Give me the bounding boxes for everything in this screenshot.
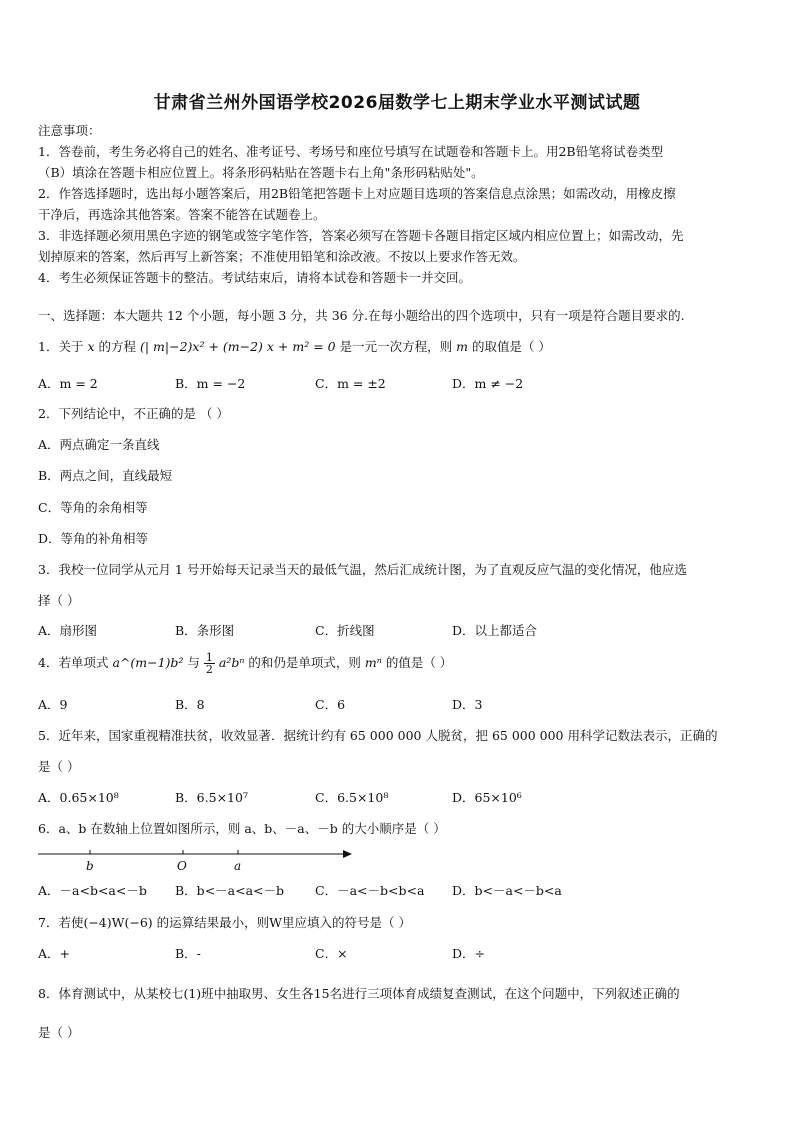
question-6 xyxy=(38,818,758,840)
q4-suffix: 的和仍是单项式，则 xyxy=(248,655,361,670)
label-b: b xyxy=(86,859,94,873)
q4-fraction xyxy=(204,652,215,675)
q8-stem-line1: 8．体育测试中，从某校七(1)班中抽取男、女生各15名进行三项体育成绩复查测试，在这个问题中，下列叙述正确的 xyxy=(38,986,680,1001)
notice-block xyxy=(38,120,758,288)
q4-frac-den: 2 xyxy=(205,663,213,676)
question-1 xyxy=(38,336,758,358)
q4-mid: 与 xyxy=(187,655,200,670)
q2-option-b[interactable]: B．两点之间，直线最短 xyxy=(38,468,173,483)
option-a[interactable]: A．m = 2 xyxy=(38,376,98,391)
option-a[interactable]: A．9 xyxy=(38,697,68,712)
question-7 xyxy=(38,912,758,934)
notice-line: （B）填涂在答题卡相应位置上。将条形码粘贴在答题卡右上角"条形码粘贴处"。 xyxy=(38,165,484,180)
q2-option-d[interactable]: D．等角的补角相等 xyxy=(38,531,149,546)
q3-stem-line2: 择（ ） xyxy=(38,593,80,608)
option-a[interactable]: A．+ xyxy=(38,946,71,961)
notice-line: 划掉原来的答案，然后再写上新答案；不准使用铅笔和涂改液。不按以上要求作答无效。 xyxy=(38,249,526,264)
q1-mid: 的方程 xyxy=(98,339,136,354)
q1-var2: m xyxy=(456,339,468,354)
q4-end: 的值是（ ） xyxy=(385,655,453,670)
q7-options xyxy=(38,944,758,966)
option-c[interactable]: C．折线图 xyxy=(315,623,375,638)
q4-frac-num: 1 xyxy=(205,651,213,664)
q6-stem: 6．a、b 在数轴上位置如图所示，则 a、b、－a、－b 的大小顺序是（ ） xyxy=(38,821,446,836)
option-b[interactable]: B．- xyxy=(175,946,201,961)
q2-option-c[interactable]: C．等角的余角相等 xyxy=(38,500,148,515)
option-d[interactable]: D．3 xyxy=(452,697,483,712)
q3-stem-line1: 3．我校一位同学从元月 1 号开始每天记录当天的最低气温，然后汇成统计图，为了直观反应气温的变化情况，他应选 xyxy=(38,562,687,577)
page-title: 甘肃省兰州外国语学校2026届数学七上期末学业水平测试试题 xyxy=(153,93,641,113)
q4-term1: a^(m−1)b² xyxy=(112,655,184,670)
option-d[interactable]: D．÷ xyxy=(452,946,485,961)
option-a[interactable]: A．－a<b<a<－b xyxy=(38,883,147,898)
option-a[interactable]: A．0.65×10⁸ xyxy=(38,790,119,805)
number-line-figure xyxy=(38,846,358,876)
option-c[interactable]: C．m = ±2 xyxy=(315,376,386,391)
q1-var: x xyxy=(87,339,95,354)
question-5 xyxy=(38,725,758,778)
q6-options xyxy=(38,881,758,903)
q4-term2: a²bⁿ xyxy=(218,655,245,670)
q4-prefix: 4．若单项式 xyxy=(38,655,109,670)
number-line xyxy=(38,846,358,860)
q1-options xyxy=(38,374,758,396)
option-d[interactable]: D．以上都适合 xyxy=(452,623,538,638)
q5-stem-line1: 5．近年来，国家重视精准扶贫，收效显著．据统计约有 65 000 000 人脱贫，把 65 000 000 用科学记数法表示，正确的 xyxy=(38,728,718,743)
option-c[interactable]: C．6 xyxy=(315,697,346,712)
option-b[interactable]: B．b<－a<a<－b xyxy=(175,883,285,898)
option-d[interactable]: D．b<－a<－b<a xyxy=(452,883,562,898)
label-a: a xyxy=(234,859,242,873)
q1-end: 的取值是（ ） xyxy=(471,339,551,354)
option-d[interactable]: D．65×10⁶ xyxy=(452,790,522,805)
q3-options xyxy=(38,621,758,643)
notice-line: 4．考生必须保证答题卡的整洁。考试结束后，请将本试卷和答题卡一并交回。 xyxy=(38,270,471,285)
section-heading: 一、选择题：本大题共 12 个小题，每小题 3 分，共 36 分.在每小题给出的四个选项中，只有一项是符合题目要求的. xyxy=(38,308,685,323)
notice-line: 3．非选择题必须用黑色字迹的钢笔或签字笔作答，答案必须写在答题卡各题目指定区域内相应位置上；如需改动，先 xyxy=(38,228,684,243)
notice-line: 1．答卷前，考生务必将自己的姓名、准考证号、考场号和座位号填写在试题卷和答题卡上。用2B铅笔将试卷类型 xyxy=(38,144,664,159)
q8-stem-line2: 是（ ） xyxy=(38,1025,80,1040)
notice-line: 干净后，再选涂其他答案。答案不能答在试题卷上。 xyxy=(38,207,326,222)
number-line-arrow xyxy=(343,850,352,858)
q1-suffix: 是一元一次方程，则 xyxy=(339,339,453,354)
notice-line: 2．作答选择题时，选出每小题答案后，用2B铅笔把答题卡上对应题目选项的答案信息点涂黑；如需改动，用橡皮擦 xyxy=(38,186,676,201)
label-o: O xyxy=(177,859,187,873)
option-a[interactable]: A．扇形图 xyxy=(38,623,98,638)
option-b[interactable]: B．8 xyxy=(175,697,205,712)
q5-stem-line2: 是（ ） xyxy=(38,759,80,774)
notice-heading: 注意事项： xyxy=(38,123,101,138)
option-b[interactable]: B．m = −2 xyxy=(175,376,246,391)
option-b[interactable]: B．6.5×10⁷ xyxy=(175,790,248,805)
q1-equation: (| m|−2)x² + (m−2) x + m² = 0 xyxy=(139,339,336,354)
option-c[interactable]: C．× xyxy=(315,946,348,961)
question-2 xyxy=(38,403,758,425)
q7-stem: 7．若使(−4)W(−6) 的运算结果最小，则W里应填入的符号是（ ） xyxy=(38,915,411,930)
q2-stem: 2．下列结论中，不正确的是 （ ） xyxy=(38,406,229,421)
option-c[interactable]: C．6.5×10⁸ xyxy=(315,790,389,805)
q4-options xyxy=(38,695,758,717)
question-4 xyxy=(38,652,758,675)
q4-power: mⁿ xyxy=(364,655,382,670)
q1-prefix: 1．关于 xyxy=(38,339,84,354)
question-8 xyxy=(38,983,758,1044)
q5-options xyxy=(38,788,758,810)
option-c[interactable]: C．－a<－b<b<a xyxy=(315,883,425,898)
q2-option-a[interactable]: A．两点确定一条直线 xyxy=(38,437,160,452)
question-3 xyxy=(38,559,758,612)
option-d[interactable]: D．m ≠ −2 xyxy=(452,376,524,391)
option-b[interactable]: B．条形图 xyxy=(175,623,235,638)
